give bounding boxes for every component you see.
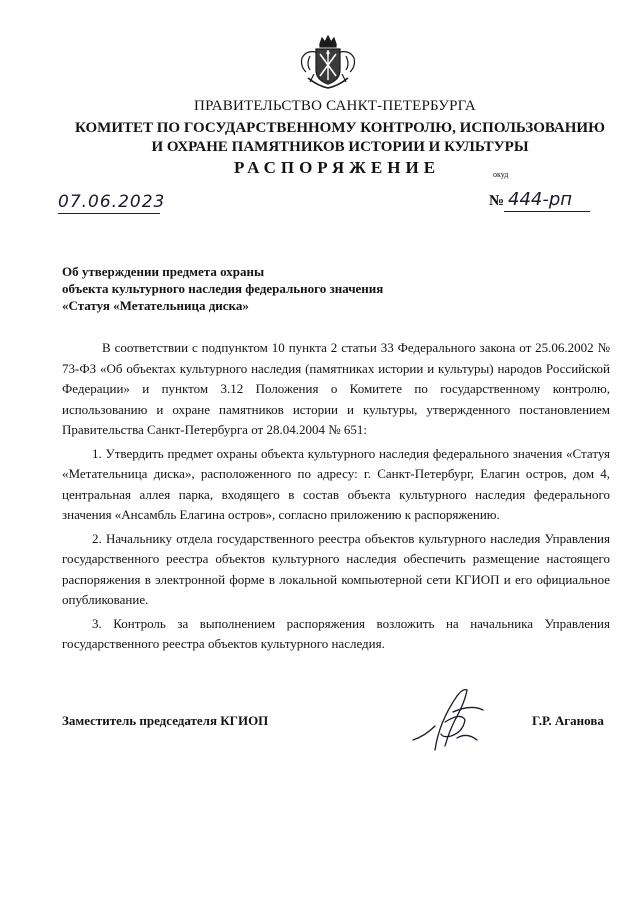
saint-petersburg-coat-of-arms-icon	[296, 34, 360, 92]
subject-line3: «Статуя «Метательница диска»	[62, 298, 249, 313]
document-type: РАСПОРЯЖЕНИЕ	[233, 158, 441, 177]
number-label: №	[489, 193, 505, 209]
document-body	[62, 338, 610, 655]
subject-line1: Об утверждении предмета охраны	[62, 264, 265, 279]
signer-position: Заместитель председателя КГИОП	[62, 713, 269, 728]
subject-line2: объекта культурного наследия федерального значения	[62, 281, 384, 296]
okud-label: окуд	[493, 170, 509, 179]
committee-title-line2: И ОХРАНЕ ПАМЯТНИКОВ ИСТОРИИ И КУЛЬТУРЫ	[151, 139, 529, 155]
item-2-paragraph: 2. Начальнику отдела государственного реестра объектов культурного наследия Управления государственного реестра объектов культурного наследия обеспечить размещение настоящего распоряжения в электронной форме в локальной компьютерной сети КГИОП и его официальное опубликование.	[62, 530, 610, 607]
document-date: 07.06.2023	[58, 192, 166, 212]
item-3-paragraph: 3. Контроль за выполнением распоряжения возложить на начальника Управления государственного реестра объектов культурного наследия.	[62, 615, 610, 651]
handwritten-signature-icon	[405, 682, 495, 754]
committee-title-line1: КОМИТЕТ ПО ГОСУДАРСТВЕННОМУ КОНТРОЛЮ, ИСПОЛЬЗОВАНИЮ	[75, 120, 605, 136]
number-underline	[504, 211, 590, 212]
document-subject	[62, 263, 383, 314]
signer-name: Г.Р. Аганова	[532, 713, 604, 728]
committee-title	[0, 119, 640, 157]
item-1-paragraph: 1. Утвердить предмет охраны объекта культурного наследия федерального значения «Статуя «Метательница диска», расположенного по адресу: г. Санкт-Петербург, Елагин остров, дом 4, центральная аллея парка, входящего в состав объекта культурного наследия федерального значения «Ансамбль Елагина остров», согласно приложению к распоряжению.	[62, 445, 610, 522]
date-underline	[58, 213, 160, 214]
preamble-paragraph: В соответствии с подпунктом 10 пункта 2 статьи 33 Федерального закона от 25.06.2002 № 73-ФЗ «Об объектах культурного наследия (памятниках истории и культуры) народов Российской Федерации» и пунктом 3.12 Положения о Комитете по государственному контролю, использованию и охране памятников истории и культуры, утвержденного постановлением Правительства Санкт-Петербурга от 28.04.2004 № 651:	[62, 340, 610, 437]
document-number: 444-рп	[508, 189, 573, 210]
government-title: ПРАВИТЕЛЬСТВО САНКТ-ПЕТЕРБУРГА	[194, 98, 476, 114]
